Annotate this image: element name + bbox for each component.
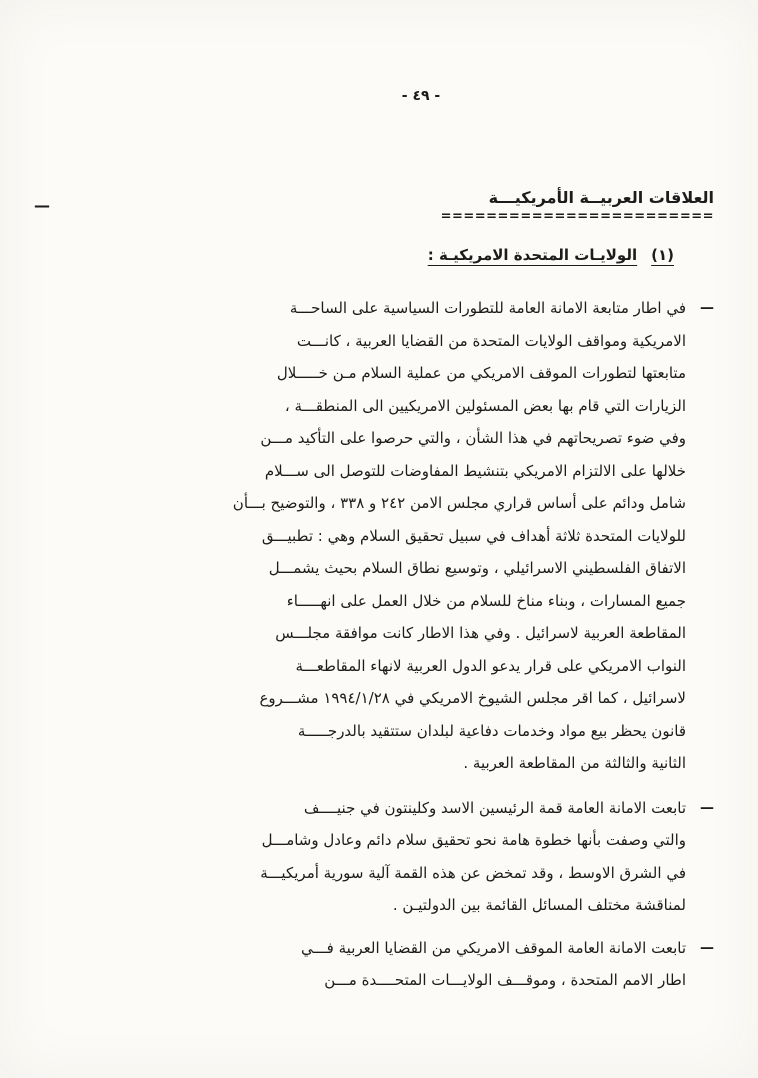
text-line: الاتفاق الفلسطيني الاسرائيلي ، وتوسيع نطاق السلام بحيث يشمـــل [268,559,686,577]
text-line: تابعت الامانة العامة الموقف الامريكي من القضايا العربية فـــي [301,938,686,957]
heading-title: العلاقات العربيــة الأمريكيـــة [488,188,714,207]
heading-underline: ======================== [440,209,714,224]
paragraph-lines [96,792,686,922]
text-line: خلالها على الالتزام الامريكي بتنشيط المفاوضات للتوصل الى ســـلام [264,461,686,480]
section-number: (١) [651,246,674,264]
text-line: الامريكية ومواقف الولايات المتحدة من القضايا العربية ، كانـــت [296,331,686,350]
text-line: متابعتها لتطورات الموقف الامريكي من عملية السلام مـن خـــــلال [276,364,686,382]
text-line: والتي وصفت بأنها خطوة هامة نحو تحقيق سلام دائم وعادل وشامـــل [261,831,686,849]
text-line: في الشرق الاوسط ، وقد تمخض عن هذه القمة آلية سورية أمريكيـــة [260,863,686,882]
paragraph-lines [96,932,686,997]
text-line: لمناقشة مختلف المسائل القائمة بين الدولتيـن . [392,896,686,914]
text-line: للولايات المتحدة ثلاثة أهداف في سبيل تحقيق السلام وهي : تطبيـــق [261,526,686,545]
page-number: - ٤٩ - [401,88,441,104]
text-line: اطار الامم المتحدة ، وموقـــف الولايـــات المتحــــدة مـــن [324,971,686,989]
text-line: تابعت الامانة العامة قمة الرئيسين الاسد وكلينتون في جنيــــف [303,798,686,817]
text-line: المقاطعة العربية لاسرائيل . وفي هذا الاطار كانت موافقة مجلـــس [275,624,686,642]
text-line: وفي ضوء تصريحاتهم في هذا الشأن ، والتي حرصوا على التأكيد مـــن [260,429,686,447]
paragraph-1 [96,292,714,780]
text-line: جميع المسارات ، وبناء مناخ للسلام من خلال العمل على انهـــــاء [286,591,686,610]
text-line: الزيارات التي قام بها بعض المسئولين الامريكيين الى المنطقـــة ، [284,396,686,415]
paragraph-lines [96,292,686,780]
paragraph-dash: — [700,300,714,316]
text-line: في اطار متابعة الامانة العامة للتطورات السياسية على الساحـــة [289,299,686,317]
text-line: النواب الامريكي على قرار يدعو الدول العربية لانهاء المقاطعـــة [295,656,686,675]
paragraph-3 [96,932,714,997]
paragraph-dash: — [700,939,714,956]
document-heading [441,188,714,223]
heading-margin-dash: — [34,196,50,215]
section-heading [428,246,674,264]
text-line: قانون يحظر بيع مواد وخدمات دفاعية لبلدان ستتقيد بالدرجـــــة [297,721,686,740]
text-line: الثانية والثالثة من المقاطعة العربية . [463,754,686,772]
paragraphs [96,292,714,997]
text-line: لاسرائيل ، كما اقر مجلس الشيوخ الامريكي في ١٩٩٤/١/٢٨ مشـــروع [259,689,686,707]
paragraph-2 [96,792,714,922]
paragraph-dash: — [700,799,714,816]
section-title: الولايـات المتحدة الامريكيـة : [427,246,638,264]
text-line: شامل ودائم على أساس قراري مجلس الامن ٢٤٢ و ٣٣٨ ، والتوضيح بـــأن [232,494,686,512]
